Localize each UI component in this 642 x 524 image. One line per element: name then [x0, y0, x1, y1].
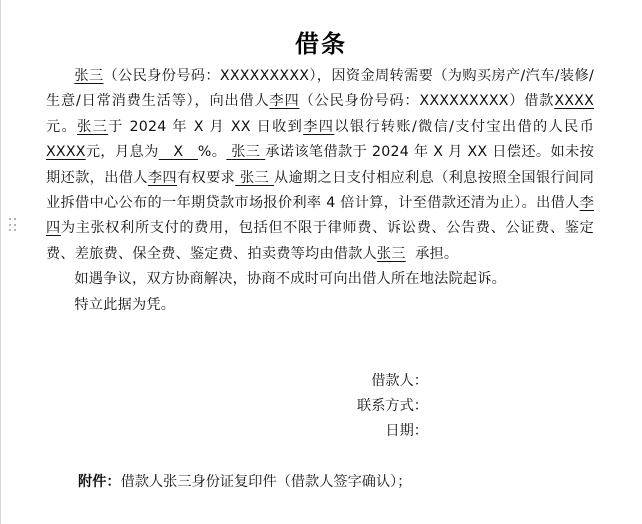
- closing-paragraph: 特立此据为凭。: [74, 296, 176, 313]
- borrower-name: [226, 144, 265, 160]
- text-segment: 承担。: [415, 245, 459, 262]
- text-segment: 有权要求: [176, 169, 236, 186]
- borrower-signature-label: 借款人：: [371, 373, 428, 389]
- text-segment: 承诺该笔借款于 2024 年 X 月 XX 日偿还。如未按期还款，出借人: [46, 144, 594, 186]
- lender-name: 李四: [303, 118, 335, 135]
- contact-label: 联系方式：: [357, 398, 428, 414]
- drag-handle-icon[interactable]: [9, 218, 17, 234]
- dispute-paragraph: 如遇争议，双方协商解决，协商不成时可向出借人所在地法院起诉。: [74, 271, 507, 288]
- date-label: 日期：: [385, 423, 428, 439]
- attachment-text: 借款人张三身份证复印件（借款人签字确认）；: [120, 474, 412, 490]
- page-edge: [0, 0, 1, 524]
- lender-name: 李四: [147, 169, 177, 186]
- borrower-name: 张三: [376, 245, 406, 262]
- main-paragraph: [46, 64, 594, 267]
- interest-rate: [159, 144, 198, 160]
- text-segment: 于 2024 年 X 月 XX 日收到: [108, 118, 304, 135]
- document-title: 借条: [295, 29, 347, 58]
- text-segment: 元，月息为: [85, 144, 159, 161]
- text-segment: （公民身份号码：XXXXXXXXX），因资金周转需要（为购买房产/汽车/装修/生意/日常消费生活等），向出借人: [46, 68, 594, 110]
- borrower-name-text: 张三: [240, 169, 270, 186]
- attachment-line: [78, 472, 411, 492]
- text-segment: 以银行转账/微信/支付宝出借的人民币: [334, 118, 594, 135]
- borrower-name: 张三: [74, 68, 104, 84]
- loan-amount: XXXX: [46, 144, 86, 161]
- text-segment: 元。: [46, 118, 78, 135]
- loan-amount: XXXX: [554, 93, 594, 110]
- borrower-name: [235, 170, 274, 186]
- text-segment: 为主张权利所支付的费用，包括但不限于律师费、诉讼费、公告费、公证费、鉴定费、差旅费、保全费、鉴定费、拍卖费等均由借款人: [46, 220, 595, 262]
- attachment-label: 附件：: [78, 474, 121, 490]
- borrower-name-text: 张三: [231, 144, 261, 161]
- text-segment: %。: [197, 144, 227, 161]
- text-segment: 从逾期之日支付相应利息（利息按照全国银行间同业拆借中心公布的一年期贷款市场报价利率 4 倍计算，计至借款还清为止）。出借人: [46, 169, 594, 212]
- document-body: [46, 64, 594, 318]
- lender-name: 李四: [46, 195, 594, 237]
- text-segment: （公民身份号码：XXXXXXXXX）借款: [299, 93, 555, 110]
- interest-rate-value: X: [173, 144, 184, 161]
- lender-name: 李四: [269, 93, 300, 110]
- borrower-name: 张三: [77, 118, 109, 135]
